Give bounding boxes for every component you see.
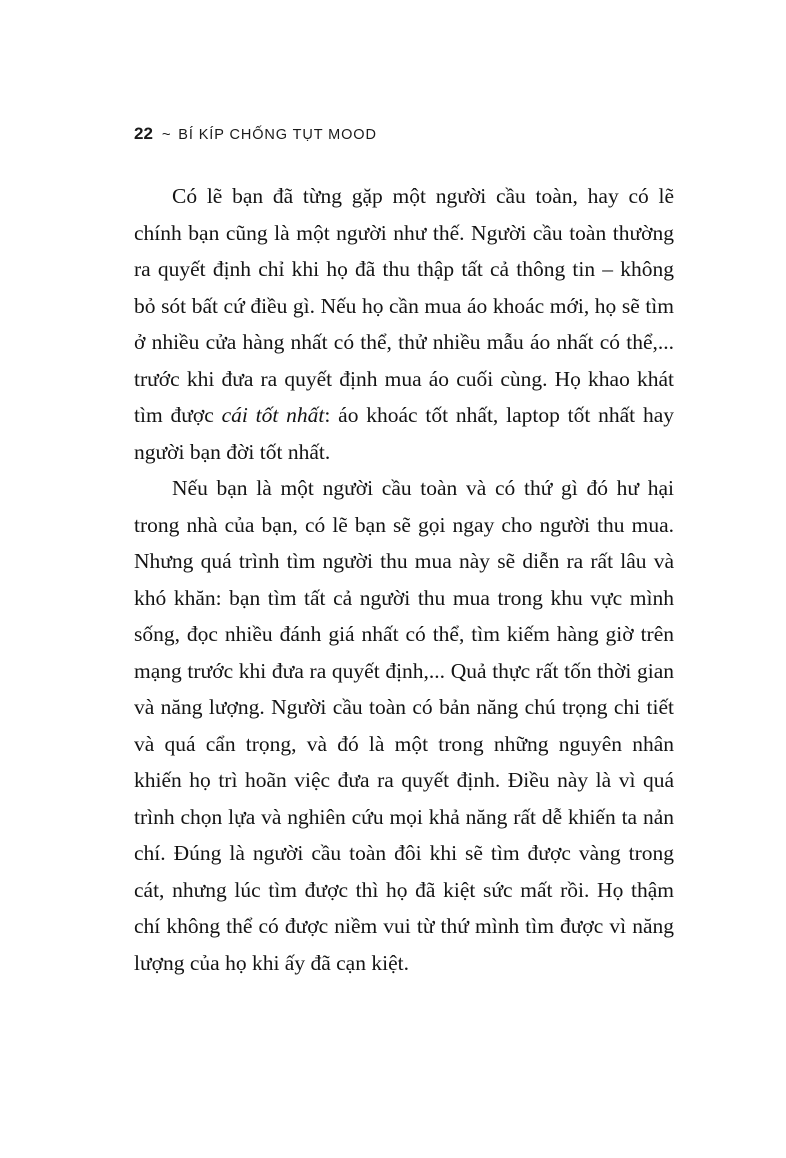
paragraph-1-part-1: Có lẽ bạn đã từng gặp một người cầu toàn, hay có lẽ chính bạn cũng là một người như thế. Người cầu toàn thường ra quyết định chỉ khi họ đã thu thập tất cả thông tin – không bỏ sót bất cứ điều gì. Nếu họ cần mua áo khoác mới, họ sẽ tìm ở nhiều cửa hàng nhất có thể, thử nhiều mẫu áo nhất có thể,... trước khi đưa ra quyết định mua áo cuối cùng. Họ khao khát tìm được xyxy=(134,184,674,427)
paragraph-2 xyxy=(134,470,674,981)
page-number: 22 xyxy=(134,124,153,143)
running-head-title: BÍ KÍP CHỐNG TỤT MOOD xyxy=(178,127,377,143)
body-text xyxy=(134,178,674,981)
running-head-separator: ~ xyxy=(161,126,172,143)
running-head xyxy=(134,124,674,144)
paragraph-1-emphasis: cái tốt nhất xyxy=(221,403,325,427)
paragraph-1 xyxy=(134,178,674,470)
paragraph-2-part-1: Nếu bạn là một người cầu toàn và có thứ gì đó hư hại trong nhà của bạn, có lẽ bạn sẽ gọi ngay cho người thu mua. Nhưng quá trình tìm người thu mua này sẽ diễn ra rất lâu và khó khăn: bạn tìm tất cả người thu mua trong khu vực mình sống, đọc nhiều đánh giá nhất có thể, tìm kiếm hàng giờ trên mạng trước khi đưa ra quyết định,... Quả thực rất tốn thời gian và năng lượng. Người cầu toàn có bản năng chú trọng chi tiết và quá cẩn trọng, và đó là một trong những nguyên nhân khiến họ trì hoãn việc đưa ra quyết định. Điều này là vì quá trình chọn lựa và nghiên cứu mọi khả năng rất dễ khiến ta nản chí. Đúng là người cầu toàn đôi khi sẽ tìm được vàng trong cát, nhưng lúc tìm được thì họ đã kiệt sức mất rồi. Họ thậm chí không thể có được niềm vui từ thứ mình tìm được vì năng lượng của họ khi ấy đã cạn kiệt. xyxy=(134,476,674,975)
paragraph-1-part-2: : áo khoác tốt nhất, laptop tốt nhất hay người bạn đời tốt nhất. xyxy=(134,403,674,464)
